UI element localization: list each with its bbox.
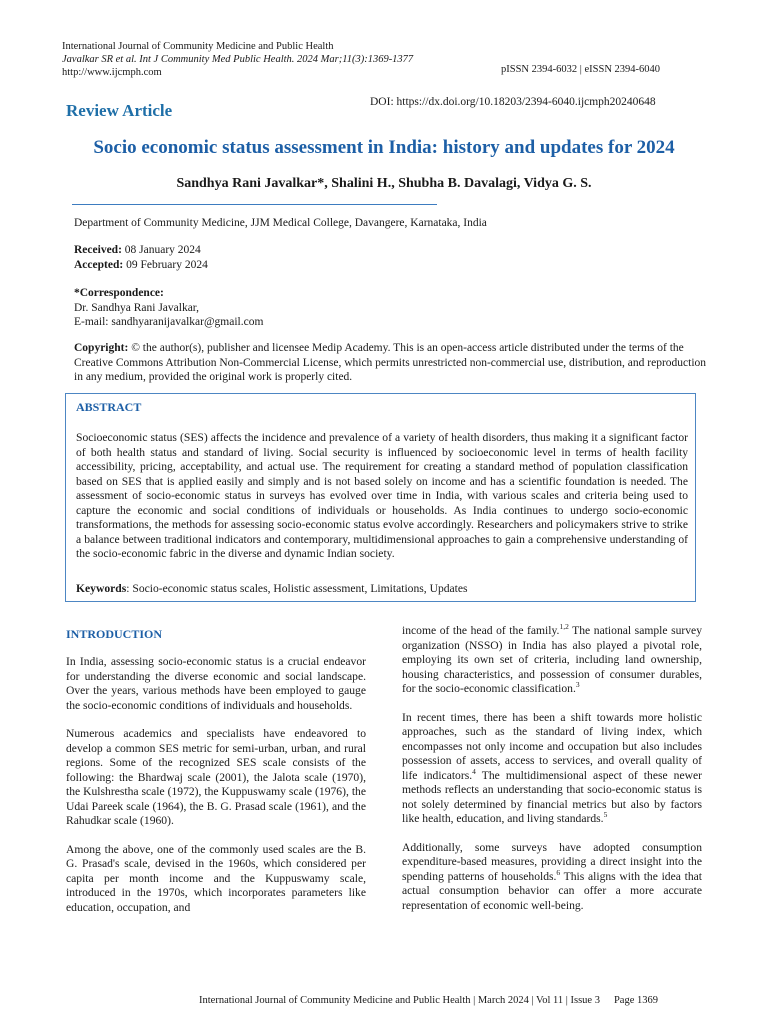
footer-text: International Journal of Community Medicine and Public Health | March 2024 | Vol 11 | Issue 3 — [199, 995, 600, 1006]
correspondence-name: Dr. Sandhya Rani Javalkar, — [74, 301, 200, 314]
accepted-date: 09 February 2024 — [126, 258, 208, 271]
reference[interactable]: 5 — [603, 810, 608, 820]
accepted-label: Accepted: — [74, 258, 124, 271]
received-date: 08 January 2024 — [124, 244, 201, 256]
page-number: Page 1369 — [613, 995, 659, 1006]
paragraph: Additionally, some surveys have adopted consumption expenditure-based measures, providing a direct insight into the spending patterns of households.$^6$ This aligns with the idea that actual consumption behavior can offer a more accurate representation of economic well-being. — [402, 840, 702, 912]
right-column — [402, 624, 702, 927]
paragraph: Among the above, one of the commonly used scales are the B. G. Prasad's scale, devised in the 1960s, which considered per capita per month income and the Kuppuswamy scale, introduced in the 1970s, which incorporates parameters like education, occupation, and — [66, 842, 366, 914]
issn: pISSN 2394-6032 | eISSN 2394-6040 — [501, 64, 661, 75]
authors: Sandhya Rani Javalkar*, Shalini H., Shubha B. Davalagi, Vidya G. S. — [176, 176, 592, 191]
abstract-heading: ABSTRACT — [76, 400, 142, 414]
copyright-label: Copyright: — [74, 342, 129, 354]
introduction-heading: INTRODUCTION — [66, 627, 163, 641]
correspondence-email[interactable]: E-mail: sandhyaranijavalkar@gmail.com — [74, 316, 264, 328]
keywords-list: : Socio-economic status scales, Holistic assessment, Limitations, Updates — [126, 582, 468, 595]
left-column — [66, 655, 366, 929]
correspondence-label: *Correspondence: — [74, 287, 164, 299]
affiliation: Department of Community Medicine, JJM Medical College, Davangere, Karnataka, India — [74, 217, 487, 229]
journal-name: International Journal of Community Medicine and Public Health — [62, 41, 334, 52]
received-line — [74, 243, 208, 258]
accepted-line — [74, 258, 208, 273]
paragraph: In recent times, there has been a shift towards more holistic approaches, such as the standard of living index, which encompasses not only income and occupation but also includes possession of assets, access to services, and overall quality of life indicators.$^4$ The multidimensional aspect of these newer methods reflects an understanding that socio-economic status is not solely determined by financial metrics but also by factors like health, education, and living standards.$^5$ — [402, 710, 703, 825]
doi-link[interactable]: DOI: https://dx.doi.org/10.18203/2394-6040.ijcmph20240648 — [370, 96, 656, 108]
article-type: Review Article — [66, 101, 173, 120]
keywords-label: Keywords — [76, 582, 127, 595]
reference[interactable]: 4 — [472, 766, 476, 776]
copyright — [74, 341, 709, 385]
journal-url[interactable]: http://www.ijcmph.com — [62, 67, 162, 78]
paragraph: income of the head of the family.$^{1,2}$ The national sample survey organization (NSSO) in India has also played a pivotal role, employing its own set of criteria, including land ownership, housing characteristics, and possession of consumer durables, for the socio-economic classification.$^3$ — [402, 622, 702, 695]
citation: Javalkar SR et al. Int J Community Med Public Health. 2024 Mar;11(3):1369-1377 — [62, 54, 414, 65]
paragraph: Numerous academics and specialists have endeavored to develop a common SES metric for semi-urban, urban, and rural regions. Some of the recognized SES scale consists of the following: the Bhardwaj scale (2001), the Jalota scale (1970), the Kulshrestha scale (1972), the Kuppuswamy scale (1976), the Udai Pareek scale (1964), the B. G. Prasad scale (1961), and the Rahudkar scale (1960). — [66, 727, 366, 827]
reference[interactable]: 3 — [575, 680, 580, 690]
reference[interactable]: 1,2 — [559, 622, 569, 632]
keywords — [76, 582, 468, 595]
reference[interactable]: 6 — [556, 867, 561, 877]
dates — [74, 243, 208, 272]
page-footer — [199, 995, 658, 1006]
abstract-text: Socioeconomic status (SES) affects the incidence and prevalence of a variety of health disorders, thus making it a significant factor of both health status and standard of living. Social security is influenced by socioeconomic level in terms of health facility accessibility, pricing, acceptability, and actual use. The requirement for creating a standard method of population classification based on SES that is applied easily and simply and is not based solely on income and has a scientific foundation is needed. The assessment of socio-economic status in surveys has evolved over time in India, with various scales and criteria being used to capture the economic and social conditions of individuals or households. As India continues to undergo socio-economic transformations, the methods for assessing socio-economic status evolve accordingly. Researchers and policymakers strive to strike a balance between traditional indicators and contemporary, multidimensional approaches to gain a comprehensive understanding of the socio-economic fabric in the diverse and dynamic Indian society. — [76, 431, 688, 560]
copyright-text: © the author(s), publisher and licensee Medip Academy. This is an open-access article distributed under the terms of the Creative Commons Attribution Non-Commercial License, which permits unrestricted non-commercial use, distribution, and reproduction in any medium, provided the original work is properly cited. — [74, 342, 707, 383]
correspondence — [74, 286, 263, 330]
paragraph: In India, assessing socio-economic status is a crucial endeavor for understanding the diverse economic and social landscape. Over the years, various methods have been employed to gauge the socio-economic conditions of individuals and households. — [66, 655, 366, 712]
article-title: Socio economic status assessment in India: history and updates for 2024 — [93, 137, 675, 158]
divider — [72, 204, 437, 205]
received-label: Received: — [74, 244, 122, 256]
